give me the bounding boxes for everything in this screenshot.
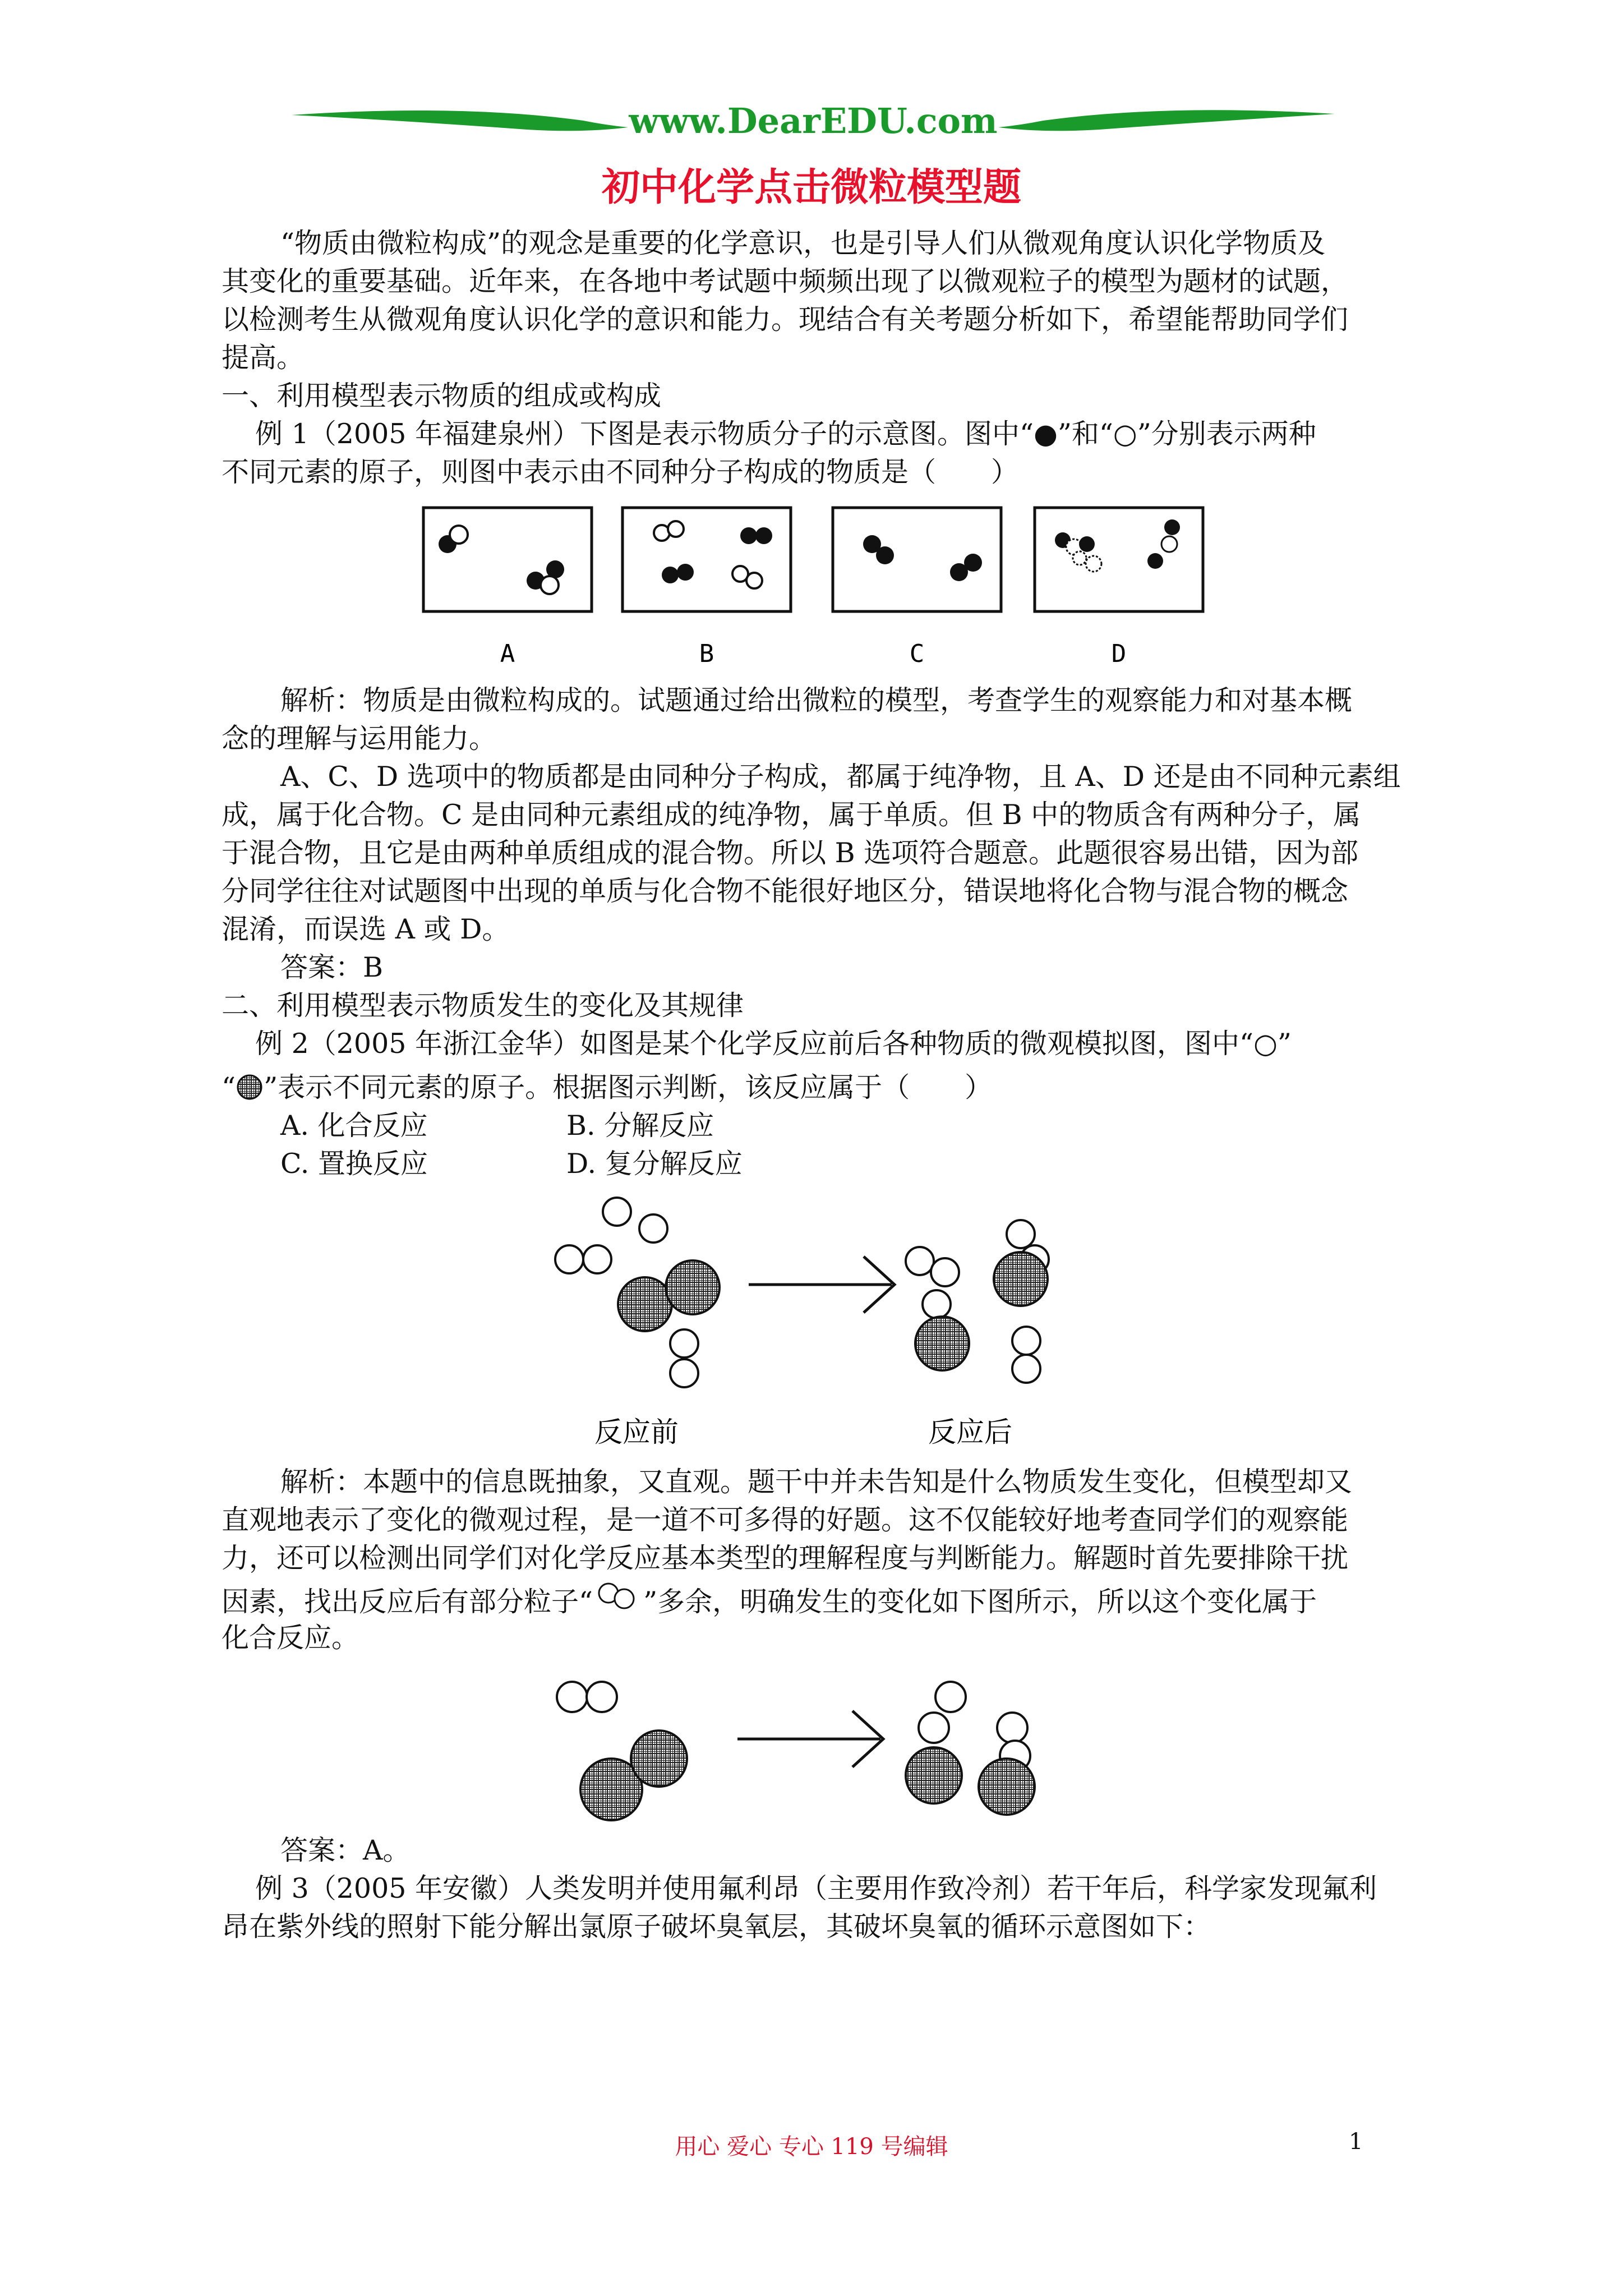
option-b-box	[623, 508, 791, 611]
analysis1b-line-2: 成，属于化合物。C 是由同种元素组成的纯净物，属于单质。但 B 中的物质含有两种分子，属	[222, 799, 1361, 831]
analysis1b-line-1: A、C、D 选项中的物质都是由同种分子构成，都属于纯净物，且 A、D 还是由不同种元素组	[280, 761, 1401, 793]
logo-text: www.DearEDU.com	[629, 100, 998, 141]
analysis2-line-4-b: ”多余，明确发生的变化如下图所示，所以这个变化属于	[643, 1586, 1317, 1618]
hatched-atom-icon	[236, 1073, 264, 1101]
analysis1b-line-5: 混淆，而误选 A 或 D。	[222, 913, 510, 945]
quote-open: “	[222, 1071, 236, 1103]
choice-c: C. 置换反应	[280, 1148, 428, 1180]
footer-text: 用心 爱心 专心 119 号编辑	[675, 2134, 948, 2160]
example1-line-1: 例 1（2005 年福建泉州）下图是表示物质分子的示意图。图中“●”和“○”分别表示两种	[255, 418, 1316, 450]
example1-molecule-diagram	[421, 502, 1217, 687]
page-number: 1	[1349, 2129, 1363, 2155]
intro-line-4: 提高。	[222, 342, 305, 374]
example2-line-1: 例 2（2005 年浙江金华）如图是某个化学反应前后各种物质的微观模拟图，图中“○”	[255, 1028, 1292, 1060]
analysis2-line-5: 化合反应。	[222, 1622, 359, 1654]
analysis2-line-3: 力，还可以检测出同学们对化学反应基本类型的理解程度与判断能力。解题时首先要排除干扰	[222, 1542, 1349, 1574]
reaction-diagram-1	[544, 1195, 1088, 1458]
choice-b: B. 分解反应	[566, 1110, 714, 1142]
intro-line-3: 以检测考生从微观角度认识化学的意识和能力。现结合有关考题分析如下，希望能帮助同学们	[222, 303, 1349, 335]
page-title: 初中化学点击微粒模型题	[601, 165, 1021, 210]
example3-line-2: 昂在紫外线的照射下能分解出氯原子破坏臭氧层，其破坏臭氧的循环示意图如下：	[222, 1911, 1211, 1943]
section2-heading: 二、利用模型表示物质发生的变化及其规律	[222, 990, 744, 1022]
reaction-diagram-2	[547, 1666, 1052, 1829]
answer2: 答案：A。	[280, 1834, 411, 1866]
analysis2-line-1: 解析：本题中的信息既抽象，又直观。题干中并未告知是什么物质发生变化，但模型却又	[280, 1466, 1353, 1498]
choice-d: D. 复分解反应	[566, 1148, 743, 1180]
intro-line-1: “物质由微粒构成”的观念是重要的化学意识，也是引导人们从微观角度认识化学物质及	[280, 227, 1326, 259]
analysis1b-line-4: 分同学往往对试题图中出现的单质与化合物不能很好地区分，错误地将化合物与混合物的概念	[222, 875, 1349, 907]
analysis1-line-2: 念的理解与运用能力。	[222, 723, 497, 754]
example1-line-2: 不同元素的原子，则图中表示由不同种分子构成的物质是（ ）	[222, 456, 1019, 488]
before-label: 反应前	[594, 1416, 679, 1448]
intro-line-2: 其变化的重要基础。近年来，在各地中考试题中频频出现了以微观粒子的模型为题材的试题，	[222, 265, 1349, 297]
example2-line-2	[222, 1069, 992, 1107]
analysis1b-line-3: 于混合物，且它是由两种单质组成的混合物。所以 B 选项符合题意。此题很容易出错，因为部	[222, 837, 1359, 869]
option-b-label: B	[699, 639, 714, 668]
option-c-label: C	[909, 639, 925, 668]
analysis1-line-1: 解析：物质是由微粒构成的。试题通过给出微粒的模型，考查学生的观察能力和对基本概	[280, 684, 1353, 716]
analysis2-line-4	[222, 1581, 1317, 1621]
example2-line-2-rest: ”表示不同元素的原子。根据图示判断，该反应属于（ ）	[264, 1071, 993, 1103]
option-a-box	[423, 508, 592, 611]
analysis2-line-2: 直观地表示了变化的微观过程，是一道不可多得的好题。这不仅能较好地考查同学们的观察能	[222, 1504, 1349, 1536]
after-label: 反应后	[928, 1416, 1012, 1448]
option-d-label: D	[1111, 639, 1127, 668]
header-logo-banner	[292, 98, 1335, 149]
option-a-label: A	[500, 639, 515, 668]
answer1: 答案：B	[280, 951, 384, 983]
double-atom-icon	[593, 1581, 643, 1614]
example3-line-1: 例 3（2005 年安徽）人类发明并使用氟利昂（主要用作致冷剂）若干年后，科学家发现氟利	[255, 1872, 1377, 1904]
analysis2-line-4-a: 因素，找出反应后有部分粒子“	[222, 1586, 593, 1618]
choice-a: A. 化合反应	[280, 1110, 428, 1142]
section1-heading: 一、利用模型表示物质的组成或构成	[222, 380, 662, 412]
